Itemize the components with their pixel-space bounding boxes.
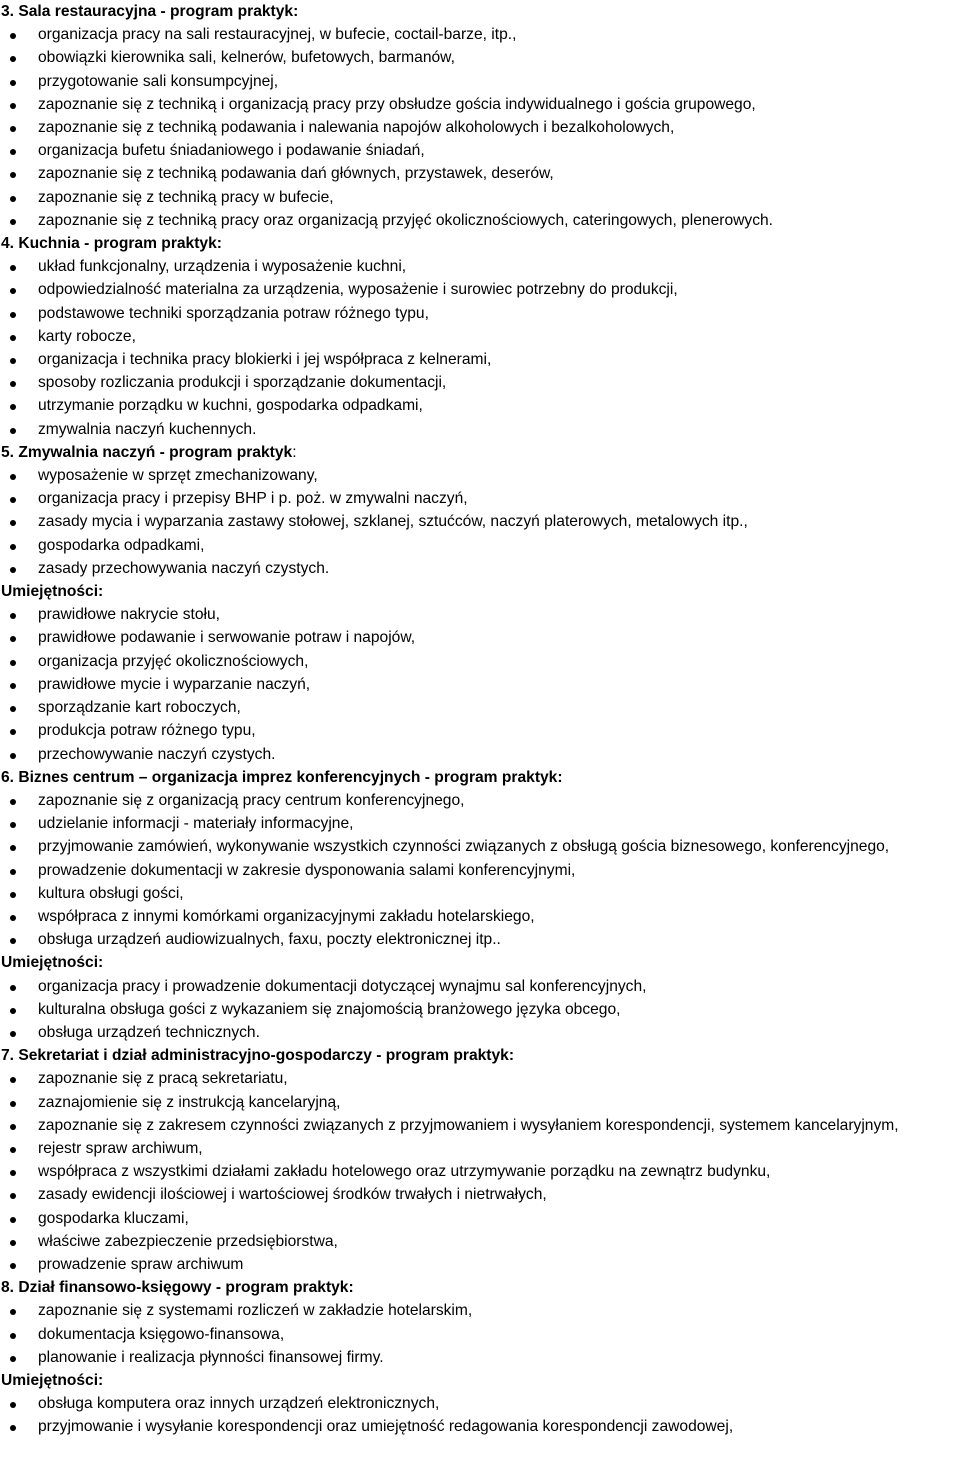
list-item-text: zasady mycia i wyparzania zastawy stołowej, szklanej, sztućców, naczyń platerowych, metalowych itp.,: [38, 513, 748, 531]
list-item-text: planowanie i realizacja płynności finansowej firmy.: [38, 1348, 384, 1366]
heading-text: 4. Kuchnia - program praktyk:: [1, 235, 222, 253]
heading-suffix: :: [292, 443, 297, 461]
list-item: [0, 1230, 960, 1253]
list-item-text: zapoznanie się z pracą sekretariatu,: [38, 1070, 288, 1088]
bullet-icon: [10, 1309, 16, 1315]
bullet-icon: [10, 1031, 16, 1037]
bullet-icon: [10, 358, 16, 364]
list-item: [0, 603, 960, 626]
bullet-icon: [10, 381, 16, 387]
list-item-text: wyposażenie w sprzęt zmechanizowany,: [38, 467, 318, 485]
list-item: [0, 789, 960, 812]
list-item-text: współpraca z wszystkimi działami zakładu hotelowego oraz utrzymywanie porządku na zewnątrz budynku,: [38, 1163, 771, 1181]
list-item: [0, 464, 960, 487]
heading-text: 6. Biznes centrum – organizacja imprez konferencyjnych - program praktyk:: [1, 768, 563, 786]
list-item-text: właściwe zabezpieczenie przedsiębiorstwa,: [38, 1232, 338, 1250]
list-item: [0, 835, 960, 858]
list-item-text: zaznajomienie się z instrukcją kancelaryjną,: [38, 1093, 341, 1111]
bullet-icon: [10, 869, 16, 875]
list-item-text: organizacja i technika pracy blokierki i jej współpraca z kelnerami,: [38, 351, 492, 369]
list-item-text: produkcja potraw różnego typu,: [38, 722, 256, 740]
list-item-text: utrzymanie porządku w kuchni, gospodarka odpadkami,: [38, 397, 423, 415]
list-item: [0, 534, 960, 557]
heading-text: 8. Dział finansowo-księgowy - program praktyk:: [1, 1279, 354, 1297]
list-item-text: zapoznanie się z techniką podawania i nalewania napojów alkoholowych i bezalkoholowych,: [38, 119, 675, 137]
bullet-icon: [10, 56, 16, 62]
bullet-icon: [10, 1217, 16, 1223]
list-item: [0, 394, 960, 417]
list-item-text: kulturalna obsługa gości z wykazaniem się znajomością branżowego języka obcego,: [38, 1000, 621, 1018]
list-item: [0, 510, 960, 533]
list-item: [0, 1253, 960, 1276]
list-item: [0, 1114, 960, 1137]
list-item-text: przygotowanie sali konsumpcyjnej,: [38, 72, 279, 90]
section-heading: [0, 232, 960, 255]
list-item-text: zapoznanie się z techniką podawania dań głównych, przystawek, deserów,: [38, 165, 554, 183]
list-item: [0, 348, 960, 371]
section-heading: [0, 441, 960, 464]
heading-text: Umiejętności:: [1, 954, 104, 972]
list-item: [0, 70, 960, 93]
list-item-text: organizacja pracy i prowadzenie dokumentacji dotyczącej wynajmu sal konferencyjnych,: [38, 977, 647, 995]
list-item: [0, 975, 960, 998]
bullet-icon: [10, 706, 16, 712]
list-item: [0, 1207, 960, 1230]
list-item-text: odpowiedzialność materialna za urządzenia, wyposażenie i surowiec potrzebny do produkcji,: [38, 281, 678, 299]
bullet-icon: [10, 544, 16, 550]
skills-heading: [0, 951, 960, 974]
bullet-icon: [10, 938, 16, 944]
list-item: [0, 371, 960, 394]
list-item-text: dokumentacja księgowo-finansowa,: [38, 1325, 285, 1343]
list-item-text: prawidłowe mycie i wyparzanie naczyń,: [38, 675, 311, 693]
bullet-icon: [10, 33, 16, 39]
section-heading: [0, 1276, 960, 1299]
list-item: [0, 859, 960, 882]
list-item: [0, 162, 960, 185]
list-item: [0, 928, 960, 951]
bullet-icon: [10, 892, 16, 898]
bullet-icon: [10, 288, 16, 294]
heading-text: Umiejętności:: [1, 583, 104, 601]
bullet-icon: [10, 335, 16, 341]
bullet-icon: [10, 1333, 16, 1339]
bullet-icon: [10, 660, 16, 666]
list-item-text: gospodarka odpadkami,: [38, 536, 205, 554]
bullet-icon: [10, 80, 16, 86]
bullet-icon: [10, 636, 16, 642]
bullet-icon: [10, 404, 16, 410]
list-item-text: przechowywanie naczyń czystych.: [38, 745, 276, 763]
bullet-icon: [10, 613, 16, 619]
list-item-text: obsługa urządzeń audiowizualnych, faxu, poczty elektronicznej itp..: [38, 931, 501, 949]
list-item-text: obsługa komputera oraz innych urządzeń elektronicznych,: [38, 1395, 440, 1413]
list-item-text: zasady przechowywania naczyń czystych.: [38, 559, 330, 577]
list-item: [0, 882, 960, 905]
list-item: [0, 626, 960, 649]
list-item: [0, 487, 960, 510]
list-item: [0, 998, 960, 1021]
list-item-text: zapoznanie się z techniką i organizacją pracy przy obsłudze gościa indywidualnego i gościa grupowego,: [38, 95, 756, 113]
list-item: [0, 1021, 960, 1044]
list-item-text: obowiązki kierownika sali, kelnerów, bufetowych, barmanów,: [38, 49, 455, 67]
list-item: [0, 302, 960, 325]
bullet-icon: [10, 1356, 16, 1362]
bullet-icon: [10, 1240, 16, 1246]
bullet-icon: [10, 915, 16, 921]
list-item: [0, 1323, 960, 1346]
list-item: [0, 186, 960, 209]
bullet-icon: [10, 520, 16, 526]
bullet-icon: [10, 1124, 16, 1130]
list-item: [0, 673, 960, 696]
bullet-icon: [10, 1147, 16, 1153]
list-item-text: przyjmowanie i wysyłanie korespondencji oraz umiejętność redagowania korespondencji zawodowej,: [38, 1418, 734, 1436]
list-item-text: gospodarka kluczami,: [38, 1209, 189, 1227]
list-item-text: zapoznanie się z organizacją pracy centrum konferencyjnego,: [38, 791, 465, 809]
list-item-text: współpraca z innymi komórkami organizacyjnymi zakładu hotelarskiego,: [38, 907, 535, 925]
bullet-icon: [10, 567, 16, 573]
list-item: [0, 278, 960, 301]
list-item: [0, 1346, 960, 1369]
bullet-icon: [10, 103, 16, 109]
list-item: [0, 1183, 960, 1206]
list-item: [0, 93, 960, 116]
skills-heading: [0, 1369, 960, 1392]
bullet-icon: [10, 985, 16, 991]
list-item: [0, 1160, 960, 1183]
heading-text: 3. Sala restauracyjna - program praktyk:: [1, 3, 299, 20]
list-item-text: podstawowe techniki sporządzania potraw różnego typu,: [38, 304, 429, 322]
list-item: [0, 1392, 960, 1415]
list-item: [0, 255, 960, 278]
list-item-text: obsługa urządzeń technicznych.: [38, 1023, 260, 1041]
list-item-text: układ funkcjonalny, urządzenia i wyposażenie kuchni,: [38, 258, 407, 276]
list-item-text: organizacja bufetu śniadaniowego i podawanie śniadań,: [38, 142, 425, 160]
bullet-icon: [10, 1193, 16, 1199]
list-item-text: zapoznanie się z zakresem czynności związanych z przyjmowaniem i wysyłaniem korespondencji, systemem kancelaryjnym,: [38, 1116, 899, 1134]
list-item: [0, 139, 960, 162]
list-item-text: zapoznanie się z techniką pracy w bufecie,: [38, 188, 334, 206]
bullet-icon: [10, 822, 16, 828]
list-item: [0, 557, 960, 580]
list-item-text: zmywalnia naczyń kuchennych.: [38, 420, 257, 438]
bullet-icon: [10, 729, 16, 735]
bullet-icon: [10, 1402, 16, 1408]
bullet-icon: [10, 1077, 16, 1083]
bullet-icon: [10, 196, 16, 202]
heading-text: 5. Zmywalnia naczyń - program praktyk: [1, 443, 293, 461]
list-item-text: sposoby rozliczania produkcji i sporządzanie dokumentacji,: [38, 374, 447, 392]
list-item: [0, 696, 960, 719]
section-heading: [0, 0, 960, 23]
list-item: [0, 46, 960, 69]
bullet-icon: [10, 172, 16, 178]
heading-text: 7. Sekretariat i dział administracyjno-gospodarczy - program praktyk:: [1, 1047, 515, 1065]
bullet-icon: [10, 265, 16, 271]
list-item: [0, 812, 960, 835]
list-item: [0, 23, 960, 46]
bullet-icon: [10, 219, 16, 225]
list-item-text: karty robocze,: [38, 327, 136, 345]
list-item: [0, 325, 960, 348]
bullet-icon: [10, 753, 16, 759]
heading-text: Umiejętności:: [1, 1371, 104, 1389]
section-heading: [0, 1044, 960, 1067]
bullet-icon: [10, 497, 16, 503]
bullet-icon: [10, 428, 16, 434]
list-item: [0, 905, 960, 928]
list-item: [0, 743, 960, 766]
list-item: [0, 1137, 960, 1160]
list-item-text: rejestr spraw archiwum,: [38, 1139, 203, 1157]
list-item-text: kultura obsługi gości,: [38, 884, 184, 902]
list-item-text: przyjmowanie zamówień, wykonywanie wszystkich czynności związanych z obsługą gościa biznesowego, konferencyjnego,: [38, 838, 890, 856]
list-item: [0, 418, 960, 441]
list-item: [0, 1067, 960, 1090]
bullet-icon: [10, 683, 16, 689]
list-item-text: sporządzanie kart roboczych,: [38, 699, 241, 717]
bullet-icon: [10, 799, 16, 805]
bullet-icon: [10, 1263, 16, 1269]
bullet-icon: [10, 1101, 16, 1107]
list-item-text: prowadzenie dokumentacji w zakresie dysponowania salami konferencyjnymi,: [38, 861, 576, 879]
list-item: [0, 116, 960, 139]
bullet-icon: [10, 1425, 16, 1431]
bullet-icon: [10, 149, 16, 155]
list-item-text: zasady ewidencji ilościowej i wartościowej środków trwałych i nietrwałych,: [38, 1186, 547, 1204]
list-item-text: organizacja przyjęć okolicznościowych,: [38, 652, 309, 670]
list-item: [0, 209, 960, 232]
list-item: [0, 650, 960, 673]
bullet-icon: [10, 1170, 16, 1176]
list-item-text: udzielanie informacji - materiały informacyjne,: [38, 815, 354, 833]
bullet-icon: [10, 126, 16, 132]
bullet-icon: [10, 474, 16, 480]
bullet-icon: [10, 845, 16, 851]
list-item: [0, 1299, 960, 1322]
list-item-text: zapoznanie się z systemami rozliczeń w zakładzie hotelarskim,: [38, 1302, 473, 1320]
list-item-text: prawidłowe podawanie i serwowanie potraw i napojów,: [38, 629, 416, 647]
list-item: [0, 1091, 960, 1114]
list-item: [0, 1415, 960, 1438]
list-item-text: prawidłowe nakrycie stołu,: [38, 606, 221, 624]
skills-heading: [0, 580, 960, 603]
list-item-text: organizacja pracy na sali restauracyjnej, w bufecie, coctail-barze, itp.,: [38, 26, 517, 44]
list-item-text: organizacja pracy i przepisy BHP i p. poż. w zmywalni naczyń,: [38, 490, 468, 508]
bullet-icon: [10, 1008, 16, 1014]
list-item-text: zapoznanie się z techniką pracy oraz organizacją przyjęć okolicznościowych, cateringowych, plenerowych.: [38, 211, 774, 229]
section-heading: [0, 766, 960, 789]
list-item-text: prowadzenie spraw archiwum: [38, 1255, 244, 1273]
bullet-icon: [10, 312, 16, 318]
list-item: [0, 719, 960, 742]
